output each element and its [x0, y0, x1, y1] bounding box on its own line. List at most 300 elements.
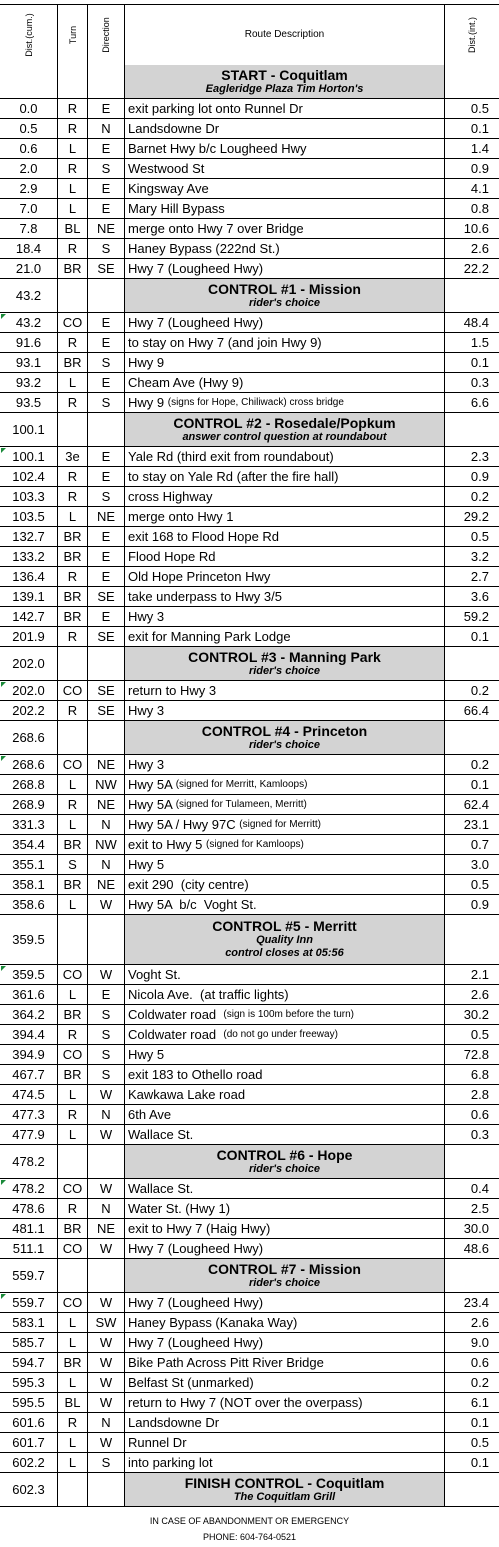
direction-cell: N — [88, 1105, 125, 1124]
turn-cell: BR — [58, 527, 88, 546]
dist-int-cell: 3.0 — [470, 857, 489, 872]
control-title: CONTROL #6 - Hope — [216, 1146, 353, 1163]
turn-cell: L — [58, 985, 88, 1004]
description-cell — [125, 815, 445, 834]
direction-cell: NE — [88, 219, 125, 238]
dist-cum-value: 136.4 — [12, 569, 45, 584]
direction-cell: E — [88, 527, 125, 546]
description-text: to stay on Yale Rd (after the fire hall) — [128, 469, 339, 484]
dist-int-cell: 62.4 — [463, 797, 489, 812]
dist-cum-value: 481.1 — [12, 1221, 45, 1236]
empty-cell — [58, 413, 88, 446]
direction-cell: NE — [88, 795, 125, 814]
empty-cell — [58, 721, 88, 754]
dist-cum-value: 93.1 — [15, 355, 42, 370]
header-dist-cum-label: Dist.(cum.) — [23, 12, 34, 57]
description-cell — [125, 373, 445, 392]
dist-cum-value: 102.4 — [12, 469, 45, 484]
dist-cum-cell — [0, 587, 58, 606]
control-row — [0, 1259, 499, 1293]
dist-int-cell: 3.6 — [470, 589, 489, 604]
route-row — [0, 239, 499, 259]
header-turn — [58, 4, 88, 65]
turn-cell: R — [58, 567, 88, 586]
route-row — [0, 353, 499, 373]
dist-int-cell: 0.1 — [470, 629, 489, 644]
direction-cell: W — [88, 1239, 125, 1258]
direction-cell: W — [88, 1393, 125, 1412]
description-text: Hwy 5A — [128, 777, 176, 792]
dist-cum-value: 268.6 — [12, 757, 45, 772]
dist-cum-value: 559.7 — [12, 1295, 45, 1310]
emergency-footer — [0, 1513, 499, 1547]
description-text: exit 290 (city centre) — [128, 877, 249, 892]
description-cell — [125, 1413, 445, 1432]
dist-cum-value: 103.5 — [12, 509, 45, 524]
route-row — [0, 1085, 499, 1105]
description-cell — [125, 159, 445, 178]
description-text: Landsdowne Dr — [128, 1415, 220, 1430]
description-cell — [125, 1025, 445, 1044]
description-text: Nicola Ave. (at traffic lights) — [128, 987, 289, 1002]
dist-int-cell: 0.9 — [470, 469, 489, 484]
direction-cell: E — [88, 547, 125, 566]
description-note: (sign is 100m before the turn) — [223, 1009, 355, 1020]
dist-cum-cell — [0, 1125, 58, 1144]
description-cell — [125, 487, 445, 506]
dist-int-cell: 6.6 — [470, 395, 489, 410]
route-row — [0, 1393, 499, 1413]
description-text: return to Hwy 7 (NOT over the overpass) — [128, 1395, 363, 1410]
turn-cell: CO — [58, 1239, 88, 1258]
description-text: Hwy 9 — [128, 395, 168, 410]
description-cell — [125, 527, 445, 546]
dist-int-cell: 29.2 — [463, 509, 489, 524]
route-row — [0, 701, 499, 721]
route-row — [0, 1105, 499, 1125]
header-description — [125, 4, 445, 65]
description-cell — [125, 627, 445, 646]
dist-int-cell: 0.9 — [470, 161, 489, 176]
dist-cum-cell — [0, 1453, 58, 1472]
route-row — [0, 1219, 499, 1239]
dist-cum-value: 7.8 — [19, 221, 38, 236]
description-text: into parking lot — [128, 1455, 213, 1470]
dist-cum-value: 594.7 — [12, 1355, 45, 1370]
description-cell — [125, 1199, 445, 1218]
route-row — [0, 259, 499, 279]
dist-cum-cell — [0, 1179, 58, 1198]
empty-cell — [58, 915, 88, 964]
description-cell — [125, 855, 445, 874]
direction-cell: E — [88, 467, 125, 486]
control-title: CONTROL #4 - Princeton — [201, 722, 368, 739]
direction-cell: SE — [88, 627, 125, 646]
dist-int-cell: 1.4 — [470, 141, 489, 156]
control-dist-cum: 359.5 — [0, 915, 58, 964]
turn-cell: L — [58, 1125, 88, 1144]
turn-cell: BR — [58, 353, 88, 372]
dist-int-cell: 0.6 — [470, 1107, 489, 1122]
description-text: Runnel Dr — [128, 1435, 187, 1450]
description-text: to stay on Hwy 7 (and join Hwy 9) — [128, 335, 322, 350]
turn-cell: CO — [58, 965, 88, 984]
turn-cell: S — [58, 855, 88, 874]
dist-cum-cell — [0, 1025, 58, 1044]
dist-cum-cell — [0, 219, 58, 238]
description-text: Hwy 7 (Lougheed Hwy) — [128, 261, 264, 276]
dist-cum-value: 359.5 — [12, 967, 45, 982]
description-text: Old Hope Princeton Hwy — [128, 569, 271, 584]
description-note: (signed for Merritt) — [239, 819, 321, 830]
direction-cell: E — [88, 199, 125, 218]
control-description — [125, 1259, 445, 1292]
dist-int-cell: 0.1 — [470, 777, 489, 792]
turn-cell: L — [58, 1373, 88, 1392]
route-row — [0, 681, 499, 701]
direction-cell: S — [88, 393, 125, 412]
comment-marker-icon — [1, 1180, 6, 1185]
description-text: Hwy 5 — [128, 857, 165, 872]
header-description-label: Route Description — [244, 29, 325, 40]
turn-cell: BR — [58, 1353, 88, 1372]
dist-int-cell: 0.3 — [470, 1127, 489, 1142]
description-cell — [125, 239, 445, 258]
dist-cum-cell — [0, 567, 58, 586]
description-cell — [125, 1085, 445, 1104]
description-text: Landsdowne Dr — [128, 121, 220, 136]
dist-cum-cell — [0, 259, 58, 278]
route-row — [0, 795, 499, 815]
direction-cell: S — [88, 353, 125, 372]
empty-cell — [88, 1259, 125, 1292]
dist-cum-value: 0.0 — [19, 101, 38, 116]
direction-cell: N — [88, 855, 125, 874]
direction-cell: SW — [88, 1313, 125, 1332]
header-dist-int — [445, 4, 499, 65]
direction-cell: E — [88, 99, 125, 118]
dist-cum-value: 18.4 — [15, 241, 42, 256]
comment-marker-icon — [1, 1294, 6, 1299]
description-text: cross Highway — [128, 489, 213, 504]
description-cell — [125, 99, 445, 118]
dist-cum-cell — [0, 627, 58, 646]
dist-cum-value: 7.0 — [19, 201, 38, 216]
route-row — [0, 139, 499, 159]
route-row — [0, 313, 499, 333]
dist-cum-cell — [0, 681, 58, 700]
control-subtitle: rider's choice — [248, 664, 321, 677]
description-text: Wallace St. — [128, 1127, 194, 1142]
turn-cell: CO — [58, 313, 88, 332]
control-description — [125, 279, 445, 312]
direction-cell: SE — [88, 681, 125, 700]
dist-cum-value: 43.2 — [15, 315, 42, 330]
description-text: Hwy 7 (Lougheed Hwy) — [128, 1335, 264, 1350]
route-row — [0, 199, 499, 219]
route-row — [0, 159, 499, 179]
dist-cum-cell — [0, 1293, 58, 1312]
comment-marker-icon — [1, 966, 6, 971]
description-cell — [125, 179, 445, 198]
control-subtitle: rider's choice — [248, 1276, 321, 1289]
dist-cum-cell — [0, 1353, 58, 1372]
direction-cell: W — [88, 965, 125, 984]
direction-cell: NW — [88, 835, 125, 854]
route-row — [0, 775, 499, 795]
empty-cell — [445, 915, 499, 964]
dist-int-cell: 2.7 — [470, 569, 489, 584]
description-text: Hwy 9 — [128, 355, 165, 370]
dist-int-cell: 2.6 — [470, 987, 489, 1002]
route-row — [0, 547, 499, 567]
description-text: Hwy 7 (Lougheed Hwy) — [128, 1295, 264, 1310]
dist-cum-value: 478.6 — [12, 1201, 45, 1216]
dist-cum-value: 467.7 — [12, 1067, 45, 1082]
dist-cum-cell — [0, 1199, 58, 1218]
empty-cell — [445, 413, 499, 446]
description-cell — [125, 755, 445, 774]
dist-cum-value: 585.7 — [12, 1335, 45, 1350]
empty-cell — [445, 1259, 499, 1292]
empty-cell — [445, 1145, 499, 1178]
control-subtitle: rider's choice — [248, 296, 321, 309]
description-text: Westwood St — [128, 161, 205, 176]
description-cell — [125, 1373, 445, 1392]
turn-cell: L — [58, 1313, 88, 1332]
route-row — [0, 219, 499, 239]
control-title: CONTROL #5 - Merritt — [212, 918, 357, 934]
description-cell — [125, 507, 445, 526]
direction-cell: NE — [88, 755, 125, 774]
description-text: Coldwater road — [128, 1007, 224, 1022]
dist-int-cell: 0.5 — [470, 1027, 489, 1042]
description-text: Hwy 5 — [128, 1047, 165, 1062]
dist-int-cell: 0.7 — [470, 837, 489, 852]
dist-cum-value: 595.5 — [12, 1395, 45, 1410]
description-cell — [125, 1045, 445, 1064]
control-subtitle: Eagleridge Plaza Tim Horton's — [205, 82, 364, 95]
turn-cell: R — [58, 467, 88, 486]
dist-int-cell: 6.8 — [470, 1067, 489, 1082]
direction-cell: E — [88, 985, 125, 1004]
dist-cum-cell — [0, 507, 58, 526]
dist-cum-value: 511.1 — [12, 1241, 45, 1256]
control-title: CONTROL #1 - Mission — [208, 280, 361, 297]
dist-cum-cell — [0, 855, 58, 874]
control-note: control closes at 05:56 — [225, 947, 344, 959]
direction-cell: NW — [88, 775, 125, 794]
dist-int-cell: 6.1 — [470, 1395, 489, 1410]
dist-cum-cell — [0, 1045, 58, 1064]
direction-cell: E — [88, 607, 125, 626]
dist-cum-cell — [0, 1065, 58, 1084]
dist-cum-value: 601.6 — [12, 1415, 45, 1430]
dist-int-cell: 0.2 — [470, 757, 489, 772]
description-cell — [125, 1293, 445, 1312]
dist-int-cell: 23.1 — [463, 817, 489, 832]
comment-marker-icon — [1, 682, 6, 687]
description-text: Wallace St. — [128, 1181, 194, 1196]
dist-int-cell: 2.1 — [470, 967, 489, 982]
direction-cell: W — [88, 1293, 125, 1312]
dist-cum-value: 103.3 — [12, 489, 45, 504]
dist-int-cell: 59.2 — [463, 609, 489, 624]
dist-cum-value: 139.1 — [12, 589, 45, 604]
control-row — [0, 721, 499, 755]
dist-cum-value: 474.5 — [12, 1087, 45, 1102]
direction-cell: N — [88, 1199, 125, 1218]
dist-int-cell: 30.0 — [463, 1221, 489, 1236]
turn-cell: R — [58, 239, 88, 258]
dist-int-cell: 0.2 — [470, 683, 489, 698]
control-row — [0, 1473, 499, 1507]
empty-cell — [88, 647, 125, 680]
control-description — [125, 413, 445, 446]
dist-cum-cell — [0, 1105, 58, 1124]
empty-cell — [88, 721, 125, 754]
empty-cell — [58, 1473, 88, 1506]
dist-int-cell: 0.1 — [470, 1455, 489, 1470]
direction-cell: N — [88, 119, 125, 138]
dist-cum-cell — [0, 1393, 58, 1412]
control-dist-cum: 478.2 — [0, 1145, 58, 1178]
empty-cell — [88, 279, 125, 312]
dist-cum-cell — [0, 527, 58, 546]
direction-cell: S — [88, 159, 125, 178]
direction-cell: E — [88, 313, 125, 332]
empty-cell — [445, 279, 499, 312]
route-row — [0, 567, 499, 587]
turn-cell: BR — [58, 259, 88, 278]
turn-cell: BR — [58, 587, 88, 606]
dist-cum-cell — [0, 487, 58, 506]
direction-cell: NE — [88, 507, 125, 526]
description-text: exit to Hwy 7 (Haig Hwy) — [128, 1221, 271, 1236]
route-row — [0, 1025, 499, 1045]
dist-cum-value: 358.6 — [12, 897, 45, 912]
route-row — [0, 587, 499, 607]
description-cell — [125, 1005, 445, 1024]
empty-cell — [88, 915, 125, 964]
route-row — [0, 835, 499, 855]
dist-cum-value: 364.2 — [12, 1007, 45, 1022]
dist-cum-cell — [0, 607, 58, 626]
dist-int-cell: 2.6 — [470, 241, 489, 256]
control-row — [0, 279, 499, 313]
turn-cell: CO — [58, 1045, 88, 1064]
control-row — [0, 65, 499, 99]
description-text: Hwy 3 — [128, 609, 165, 624]
description-text: exit parking lot onto Runnel Dr — [128, 101, 303, 116]
empty-cell — [445, 721, 499, 754]
dist-cum-value: 268.9 — [12, 797, 45, 812]
turn-cell: L — [58, 139, 88, 158]
description-note: (signed for Merritt, Kamloops) — [175, 779, 308, 790]
description-text: Hwy 5A — [128, 797, 176, 812]
dist-cum-cell — [0, 755, 58, 774]
route-row — [0, 1239, 499, 1259]
dist-cum-value: 93.2 — [15, 375, 42, 390]
dist-cum-value: 132.7 — [12, 529, 45, 544]
control-description — [125, 915, 445, 964]
dist-int-cell: 9.0 — [470, 1335, 489, 1350]
route-row — [0, 875, 499, 895]
footer-line-1: IN CASE OF ABANDONMENT OR EMERGENCY — [149, 1516, 350, 1526]
description-text: exit 168 to Flood Hope Rd — [128, 529, 280, 544]
turn-cell: CO — [58, 1293, 88, 1312]
dist-int-cell: 4.1 — [470, 181, 489, 196]
dist-int-cell: 72.8 — [463, 1047, 489, 1062]
dist-cum-value: 0.6 — [19, 141, 38, 156]
description-cell — [125, 1353, 445, 1372]
direction-cell: SE — [88, 587, 125, 606]
control-description — [125, 1473, 445, 1506]
dist-cum-value: 477.9 — [12, 1127, 45, 1142]
dist-int-cell: 2.3 — [470, 449, 489, 464]
route-row — [0, 99, 499, 119]
description-cell — [125, 681, 445, 700]
turn-cell: R — [58, 487, 88, 506]
description-cell — [125, 835, 445, 854]
description-cell — [125, 1333, 445, 1352]
dist-cum-cell — [0, 895, 58, 914]
direction-cell: S — [88, 1005, 125, 1024]
description-cell — [125, 119, 445, 138]
description-cell — [125, 607, 445, 626]
description-text: Hwy 3 — [128, 703, 165, 718]
empty-cell — [445, 65, 499, 98]
turn-cell: L — [58, 775, 88, 794]
description-text: merge onto Hwy 1 — [128, 509, 234, 524]
dist-int-cell: 2.5 — [470, 1201, 489, 1216]
control-title: CONTROL #7 - Mission — [208, 1260, 361, 1277]
description-cell — [125, 1105, 445, 1124]
dist-cum-cell — [0, 239, 58, 258]
dist-int-cell: 2.8 — [470, 1087, 489, 1102]
dist-cum-value: 601.7 — [12, 1435, 45, 1450]
route-row — [0, 895, 499, 915]
direction-cell: E — [88, 373, 125, 392]
comment-marker-icon — [1, 448, 6, 453]
dist-cum-cell — [0, 1005, 58, 1024]
route-row — [0, 393, 499, 413]
table-header — [0, 4, 499, 65]
control-dist-cum: 268.6 — [0, 721, 58, 754]
turn-cell: R — [58, 627, 88, 646]
dist-cum-cell — [0, 199, 58, 218]
description-cell — [125, 701, 445, 720]
empty-cell — [88, 1145, 125, 1178]
dist-cum-value: 202.0 — [12, 683, 45, 698]
turn-cell: R — [58, 99, 88, 118]
turn-cell: CO — [58, 755, 88, 774]
description-cell — [125, 587, 445, 606]
dist-cum-value: 358.1 — [12, 877, 45, 892]
description-note: (do not go under freeway) — [223, 1029, 338, 1040]
direction-cell: E — [88, 447, 125, 466]
dist-int-cell: 0.5 — [470, 529, 489, 544]
control-subtitle: The Coquitlam Grill — [233, 1490, 336, 1503]
route-row — [0, 1413, 499, 1433]
dist-cum-cell — [0, 1313, 58, 1332]
description-cell — [125, 1393, 445, 1412]
dist-cum-cell — [0, 313, 58, 332]
dist-cum-value: 361.6 — [12, 987, 45, 1002]
direction-cell: NE — [88, 1219, 125, 1238]
turn-cell: L — [58, 1085, 88, 1104]
description-text: Hwy 3 — [128, 757, 165, 772]
